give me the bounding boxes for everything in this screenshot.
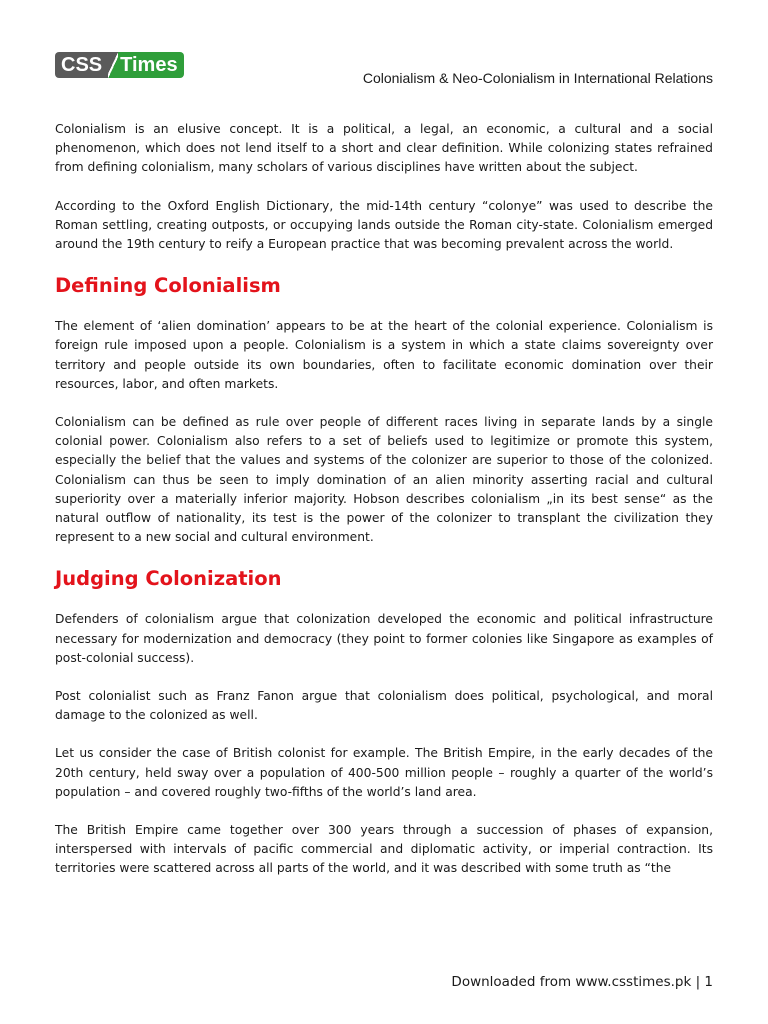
page-footer: Downloaded from www.csstimes.pk | 1	[451, 974, 713, 990]
document-header-title: Colonialism & Neo-Colonialism in International Relations	[362, 70, 713, 86]
logo-times-text: Times	[118, 52, 183, 78]
section-heading-defining-colonialism: Defining Colonialism	[55, 274, 281, 298]
logo-css-text: CSS	[55, 52, 108, 78]
defining-paragraph-2: Colonialism can be defined as rule over people of different races living in separate lands by a single colonial power. Colonialism also refers to a set of beliefs used to legitimize or promote this system, especially the belief that the values and systems of the colonizer are superior to those of the colonized. Colonialism can thus be seen to imply domination of an alien minority asserting racial and cultural superiority over a materially inferior majority. Hobson describes colonialism „in its best sense“ as the natural outflow of nationality, its test is the power of the colonizer to transplant the civilization they represent to a new social and cultural environment.	[55, 415, 713, 545]
section-heading-judging-colonization: Judging Colonization	[55, 567, 282, 591]
judging-paragraph-1: Defenders of colonialism argue that colonization developed the economic and political infrastructure necessary for modernization and democracy (they point to former colonies like Singapore as examples of post-colonial success).	[55, 612, 713, 665]
judging-paragraph-4: The British Empire came together over 300 years through a succession of phases of expansion, interspersed with intervals of pacific commercial and diplomatic activity, or imperial contraction. Its territories were scattered across all parts of the world, and it was described with some truth as “the	[55, 823, 713, 876]
document-body	[55, 120, 713, 898]
intro-paragraph-2: According to the Oxford English Dictionary, the mid-14th century “colonye” was used to describe the Roman settling, creating outposts, or occupying lands outside the Roman city-state. Colonialism emerged around the 19th century to reify a European practice that was becoming prevalent across the world.	[55, 198, 713, 252]
logo-slash-mark	[108, 52, 118, 78]
csstimes-logo	[55, 52, 184, 78]
judging-paragraph-2: Post colonialist such as Franz Fanon argue that colonialism does political, psychological, and moral damage to the colonized as well.	[55, 689, 713, 723]
judging-paragraph-3: Let us consider the case of British colonist for example. The British Empire, in the early decades of the 20th century, held sway over a population of 400-500 million people – roughly a quarter of the world’s population – and covered roughly two-fifths of the world’s land area.	[55, 746, 713, 799]
intro-paragraph-1: Colonialism is an elusive concept. It is a political, a legal, an economic, a cultural and a social phenomenon, which does not lend itself to a short and clear definition. While colonizing states refrained from defining colonialism, many scholars of various disciplines have written about the subject.	[55, 122, 713, 175]
defining-paragraph-1: The element of ‘alien domination’ appears to be at the heart of the colonial experience. Colonialism is foreign rule imposed upon a people. Colonialism is a system in which a state claims sovereignty over territory and people outside its own boundaries, often to facilitate economic domination over their resources, labor, and often markets.	[55, 319, 713, 391]
